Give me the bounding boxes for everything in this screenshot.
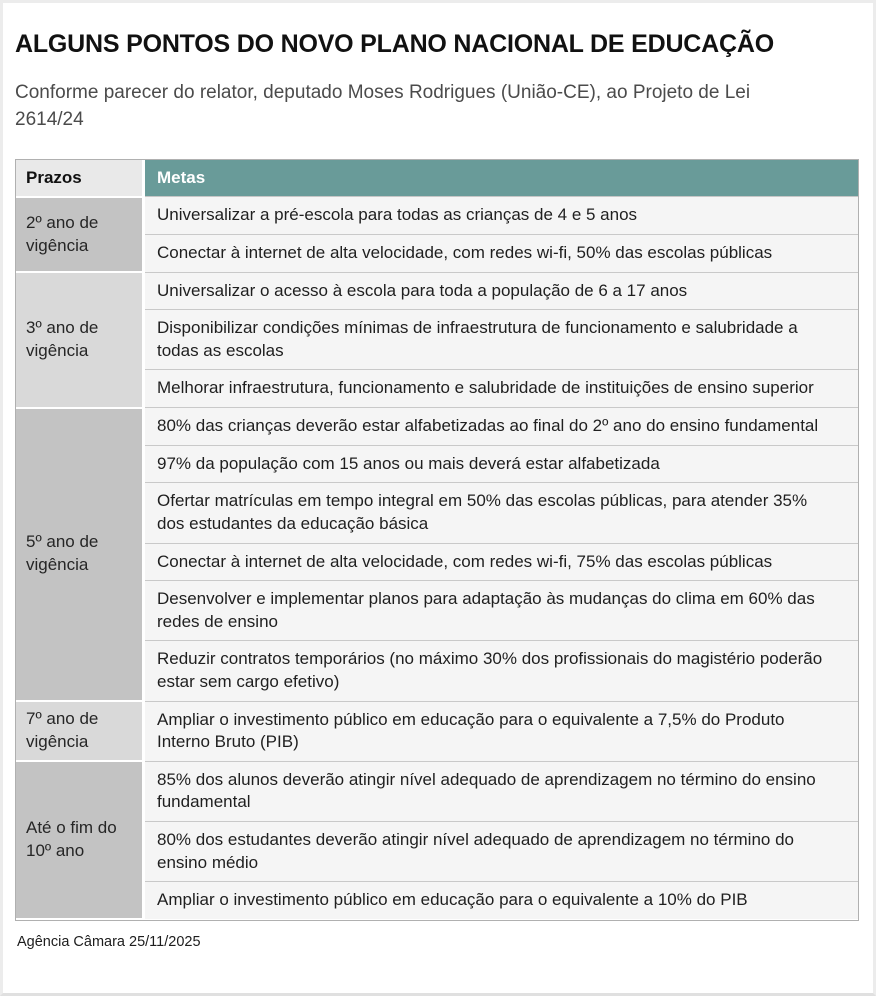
page-subtitle: Conforme parecer do relator, deputado Moses Rodrigues (União-CE), ao Projeto de Lei 2614/24 bbox=[15, 82, 751, 130]
meta-cell bbox=[144, 581, 859, 641]
meta-text: Disponibilizar condições mínimas de infraestrutura de funcionamento e salubridade a todas as escolas bbox=[157, 318, 798, 360]
table-header-row bbox=[16, 160, 858, 197]
source-caption: Agência Câmara 25/11/2025 bbox=[17, 933, 201, 950]
meta-cell bbox=[144, 641, 859, 701]
education-plan-table-container bbox=[15, 159, 859, 921]
table-row bbox=[16, 701, 858, 761]
table-row bbox=[16, 197, 858, 235]
prazo-cell-7-ano: 7º ano de vigência bbox=[16, 701, 144, 761]
meta-text: 85% dos alunos deverão atingir nível adequado de aprendizagem no término do ensino fundamental bbox=[157, 769, 816, 812]
meta-cell bbox=[144, 822, 859, 882]
meta-text: Conectar à internet de alta velocidade, com redes wi-fi, 75% das escolas públicas bbox=[157, 551, 773, 571]
meta-text: Ofertar matrículas em tempo integral em 50% das escolas públicas, para atender 35% dos estudantes da educação básica bbox=[157, 491, 808, 533]
meta-cell bbox=[144, 483, 859, 543]
meta-cell bbox=[144, 197, 859, 235]
meta-cell bbox=[144, 701, 859, 761]
meta-text: Universalizar o acesso à escola para toda a população de 6 a 17 anos bbox=[157, 280, 688, 300]
table-row bbox=[16, 408, 858, 446]
meta-text: Ampliar o investimento público em educação para o equivalente a 10% do PIB bbox=[157, 890, 748, 910]
table-row bbox=[16, 761, 858, 821]
page-title: ALGUNS PONTOS DO NOVO PLANO NACIONAL DE EDUCAÇÃO bbox=[15, 30, 774, 58]
prazo-cell-2-ano: 2º ano de vigência bbox=[16, 197, 144, 272]
column-header-prazos: Prazos bbox=[16, 160, 144, 197]
meta-text: Desenvolver e implementar planos para adaptação às mudanças do clima em 60% das redes de ensino bbox=[157, 589, 815, 631]
meta-cell bbox=[144, 408, 859, 446]
meta-text: Reduzir contratos temporários (no máximo 30% dos profissionais do magistério poderão estar sem cargo efetivo) bbox=[157, 649, 823, 691]
meta-cell bbox=[144, 761, 859, 821]
prazo-cell-3-ano: 3º ano de vigência bbox=[16, 272, 144, 407]
meta-text: 97% da população com 15 anos ou mais deverá estar alfabetizada bbox=[157, 453, 660, 473]
meta-cell bbox=[144, 370, 859, 408]
meta-text: 80% dos estudantes deverão atingir nível adequado de aprendizagem no término do ensino médio bbox=[157, 830, 794, 872]
meta-cell bbox=[144, 235, 859, 273]
meta-text: 80% das crianças deverão estar alfabetizadas ao final do 2º ano do ensino fundamental bbox=[157, 416, 819, 436]
page bbox=[3, 29, 873, 950]
prazo-cell-10-ano: Até o fim do 10º ano bbox=[16, 761, 144, 919]
table-row bbox=[16, 272, 858, 310]
meta-cell bbox=[144, 543, 859, 581]
education-plan-table bbox=[16, 160, 858, 920]
meta-text: Conectar à internet de alta velocidade, com redes wi-fi, 50% das escolas públicas bbox=[157, 243, 773, 263]
prazo-cell-5-ano: 5º ano de vigência bbox=[16, 408, 144, 701]
meta-cell bbox=[144, 310, 859, 370]
meta-text: Universalizar a pré-escola para todas as crianças de 4 e 5 anos bbox=[157, 205, 638, 225]
meta-cell bbox=[144, 882, 859, 919]
column-header-metas: Metas bbox=[144, 160, 859, 197]
meta-text: Ampliar o investimento público em educação para o equivalente a 7,5% do Produto Interno Bruto (PIB) bbox=[157, 709, 785, 752]
meta-cell bbox=[144, 445, 859, 483]
meta-cell bbox=[144, 272, 859, 310]
meta-text: Melhorar infraestrutura, funcionamento e salubridade de instituições de ensino superior bbox=[157, 378, 814, 398]
